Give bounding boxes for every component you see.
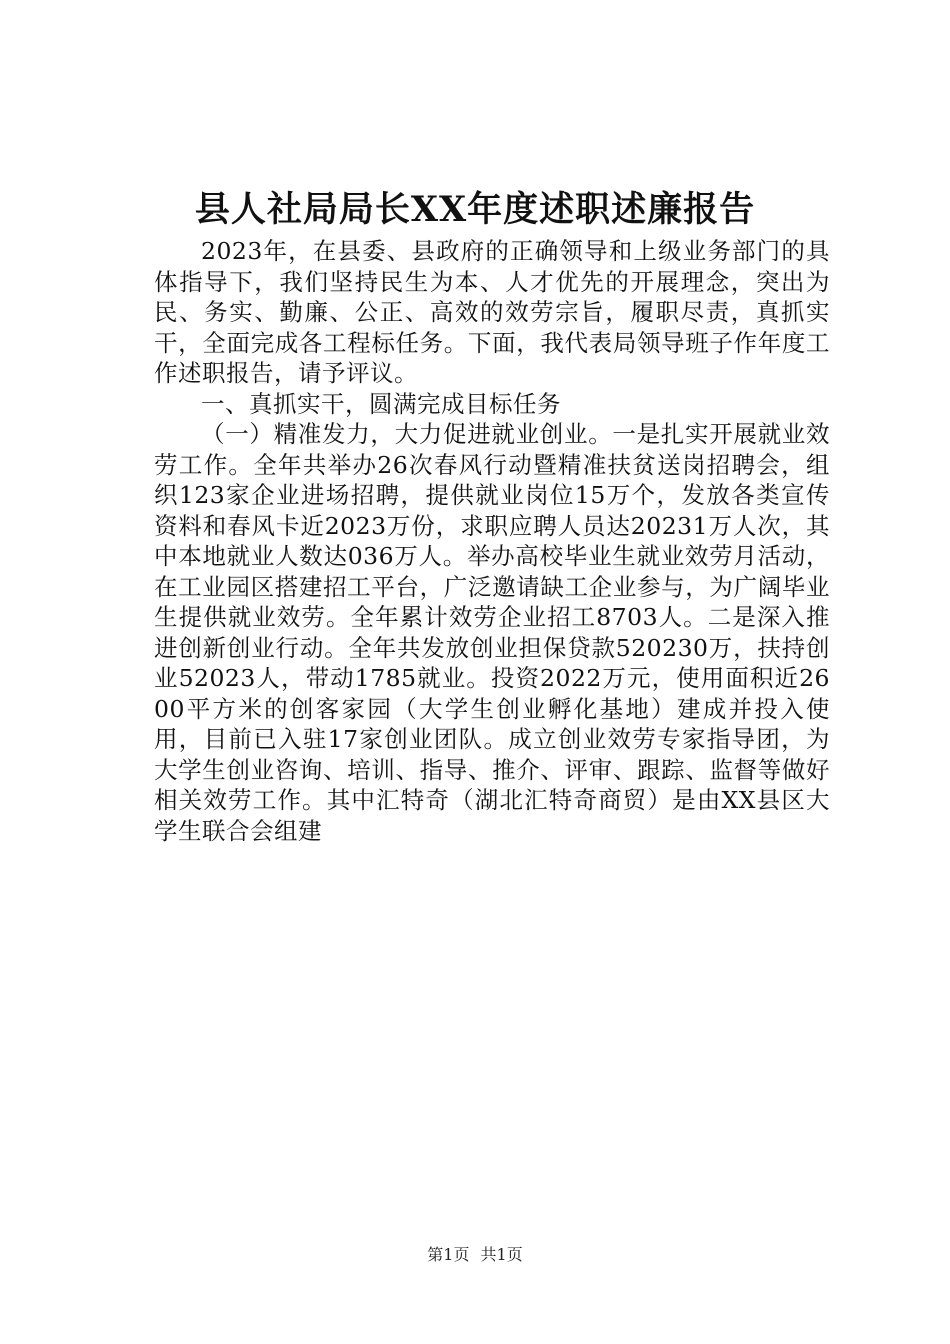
page-total: 共1页 xyxy=(480,1245,523,1264)
intro-paragraph: 2023年，在县委、县政府的正确领导和上级业务部门的具体指导下，我们坚持民生为本、人才优先的开展理念，突出为民、务实、勤廉、公正、高效的效劳宗旨，履职尽责，真抓实干，全面完成各工程标任务。下面，我代表局领导班子作年度工作述职报告，请予评议。 xyxy=(154,237,830,387)
document-title: 县人社局局长XX年度述职述廉报告 xyxy=(194,189,756,230)
section-paragraph: （一）精准发力，大力促进就业创业。一是扎实开展就业效劳工作。全年共举办26次春风行动暨精准扶贫送岗招聘会，组织123家企业进场招聘，提供就业岗位15万个，发放各类宣传资料和春风卡近2023万份，求职应聘人员达20231万人次，其中本地就业人数达036万人。举办高校毕业生就业效劳月活动，在工业园区搭建招工平台，广泛邀请缺工企业参与，为广阔毕业生提供就业效劳。全年累计效劳企业招工8703人。二是深入推进创新创业行动。全年共发放创业担保贷款520230万，扶持创业52023人，带动1785就业。投资2022万元，使用面积近2600平方米的创客家园（大学生创业孵化基地）建成并投入使用，目前已入驻17家创业团队。成立创业效劳专家指导团，为大学生创业咨询、培训、指导、推介、评审、跟踪、监督等做好相关效劳工作。其中汇特奇（湖北汇特奇商贸）是由XX县区大学生联合会组建 xyxy=(154,420,830,845)
document-body xyxy=(154,236,830,846)
page-footer xyxy=(0,1244,950,1266)
section-heading: 一、真抓实干，圆满完成目标任务 xyxy=(201,389,561,418)
page-number: 第1页 xyxy=(427,1245,470,1264)
